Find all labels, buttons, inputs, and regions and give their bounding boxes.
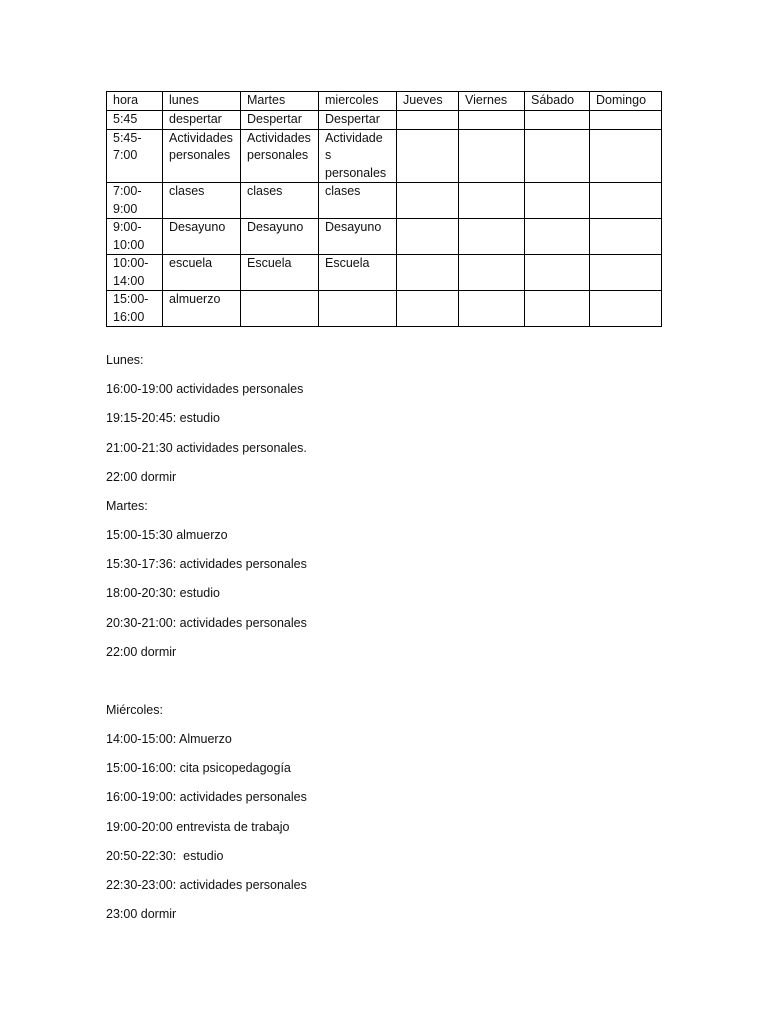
table-cell-jueves bbox=[397, 111, 459, 130]
lunes-heading: Lunes: bbox=[106, 353, 144, 367]
table-cell-martes: Despertar bbox=[241, 111, 319, 130]
table-cell-sabado bbox=[525, 129, 590, 183]
table-cell-martes: Actividades personales bbox=[241, 129, 319, 183]
header-cell-miercoles: miercoles bbox=[319, 92, 397, 111]
table-cell-hora: 9:00- 10:00 bbox=[107, 219, 163, 255]
table-cell-domingo bbox=[590, 183, 662, 219]
table-cell-lunes: clases bbox=[163, 183, 241, 219]
table-cell-sabado bbox=[525, 111, 590, 130]
table-row bbox=[107, 183, 662, 219]
table-row bbox=[107, 111, 662, 130]
lunes-item: 21:00-21:30 actividades personales. bbox=[106, 440, 307, 455]
table-cell-sabado bbox=[525, 291, 590, 327]
table-cell-martes: Desayuno bbox=[241, 219, 319, 255]
table-cell-viernes bbox=[459, 291, 525, 327]
table-cell-hora: 15:00- 16:00 bbox=[107, 291, 163, 327]
table-cell-miercoles: Escuela bbox=[319, 255, 397, 291]
notes-section bbox=[106, 352, 706, 935]
table-cell-lunes: Actividades personales bbox=[163, 129, 241, 183]
table-cell-lunes: despertar bbox=[163, 111, 241, 130]
table-cell-domingo bbox=[590, 111, 662, 130]
header-cell-viernes: Viernes bbox=[459, 92, 525, 111]
martes-item: 18:00-20:30: estudio bbox=[106, 586, 220, 601]
table-cell-jueves bbox=[397, 219, 459, 255]
table-cell-hora: 5:45- 7:00 bbox=[107, 129, 163, 183]
table-cell-martes bbox=[241, 291, 319, 327]
header-cell-jueves: Jueves bbox=[397, 92, 459, 111]
miercoles-item: 20:50-22:30: estudio bbox=[106, 848, 224, 863]
lunes-item: 22:00 dormir bbox=[106, 469, 177, 484]
martes-item: 20:30-21:00: actividades personales bbox=[106, 615, 307, 630]
table-cell-hora: 10:00- 14:00 bbox=[107, 255, 163, 291]
lunes-item: 16:00-19:00 actividades personales bbox=[106, 382, 304, 397]
lunes-item: 19:15-20:45: estudio bbox=[106, 411, 220, 426]
header-cell-sabado: Sábado bbox=[525, 92, 590, 111]
table-cell-martes: clases bbox=[241, 183, 319, 219]
header-cell-hora: hora bbox=[107, 92, 163, 111]
table-cell-viernes bbox=[459, 183, 525, 219]
table-cell-martes: Escuela bbox=[241, 255, 319, 291]
table-cell-hora: 5:45 bbox=[107, 111, 163, 130]
miercoles-item: 16:00-19:00: actividades personales bbox=[106, 790, 307, 805]
table-cell-miercoles: clases bbox=[319, 183, 397, 219]
miercoles-item: 14:00-15:00: Almuerzo bbox=[106, 732, 232, 747]
table-cell-miercoles bbox=[319, 291, 397, 327]
miercoles-item: 22:30-23:00: actividades personales bbox=[106, 878, 307, 892]
blank-paragraph bbox=[106, 673, 706, 702]
table-cell-miercoles: Desayuno bbox=[319, 219, 397, 255]
table-cell-jueves bbox=[397, 255, 459, 291]
miercoles-heading: Miércoles: bbox=[106, 702, 163, 717]
table-cell-viernes bbox=[459, 219, 525, 255]
table-row bbox=[107, 129, 662, 183]
table-cell-viernes bbox=[459, 111, 525, 130]
martes-item: 15:30-17:36: actividades personales bbox=[106, 557, 307, 572]
martes-heading: Martes: bbox=[106, 498, 148, 513]
table-cell-miercoles: Actividade s personales bbox=[319, 129, 397, 183]
table-header-row bbox=[107, 92, 662, 111]
table-cell-domingo bbox=[590, 219, 662, 255]
header-cell-martes: Martes bbox=[241, 92, 319, 111]
table-cell-sabado bbox=[525, 219, 590, 255]
table-cell-domingo bbox=[590, 129, 662, 183]
miercoles-item: 19:00-20:00 entrevista de trabajo bbox=[106, 819, 290, 834]
table-cell-hora: 7:00- 9:00 bbox=[107, 183, 163, 219]
table-row bbox=[107, 219, 662, 255]
table-cell-jueves bbox=[397, 129, 459, 183]
miercoles-item: 15:00-16:00: cita psicopedagogía bbox=[106, 761, 291, 776]
table-cell-lunes: almuerzo bbox=[163, 291, 241, 327]
header-cell-domingo: Domingo bbox=[590, 92, 662, 111]
table-cell-jueves bbox=[397, 291, 459, 327]
martes-item: 22:00 dormir bbox=[106, 644, 177, 659]
table-cell-viernes bbox=[459, 129, 525, 183]
table-cell-jueves bbox=[397, 183, 459, 219]
table-cell-viernes bbox=[459, 255, 525, 291]
miercoles-item: 23:00 dormir bbox=[106, 907, 177, 922]
martes-item: 15:00-15:30 almuerzo bbox=[106, 527, 228, 542]
table-cell-domingo bbox=[590, 291, 662, 327]
table-cell-domingo bbox=[590, 255, 662, 291]
table-cell-miercoles: Despertar bbox=[319, 111, 397, 130]
table-row bbox=[107, 291, 662, 327]
table-cell-sabado bbox=[525, 183, 590, 219]
header-cell-lunes: lunes bbox=[163, 92, 241, 111]
table-cell-sabado bbox=[525, 255, 590, 291]
table-cell-lunes: Desayuno bbox=[163, 219, 241, 255]
table-row bbox=[107, 255, 662, 291]
table-cell-lunes: escuela bbox=[163, 255, 241, 291]
schedule-table bbox=[106, 91, 662, 327]
